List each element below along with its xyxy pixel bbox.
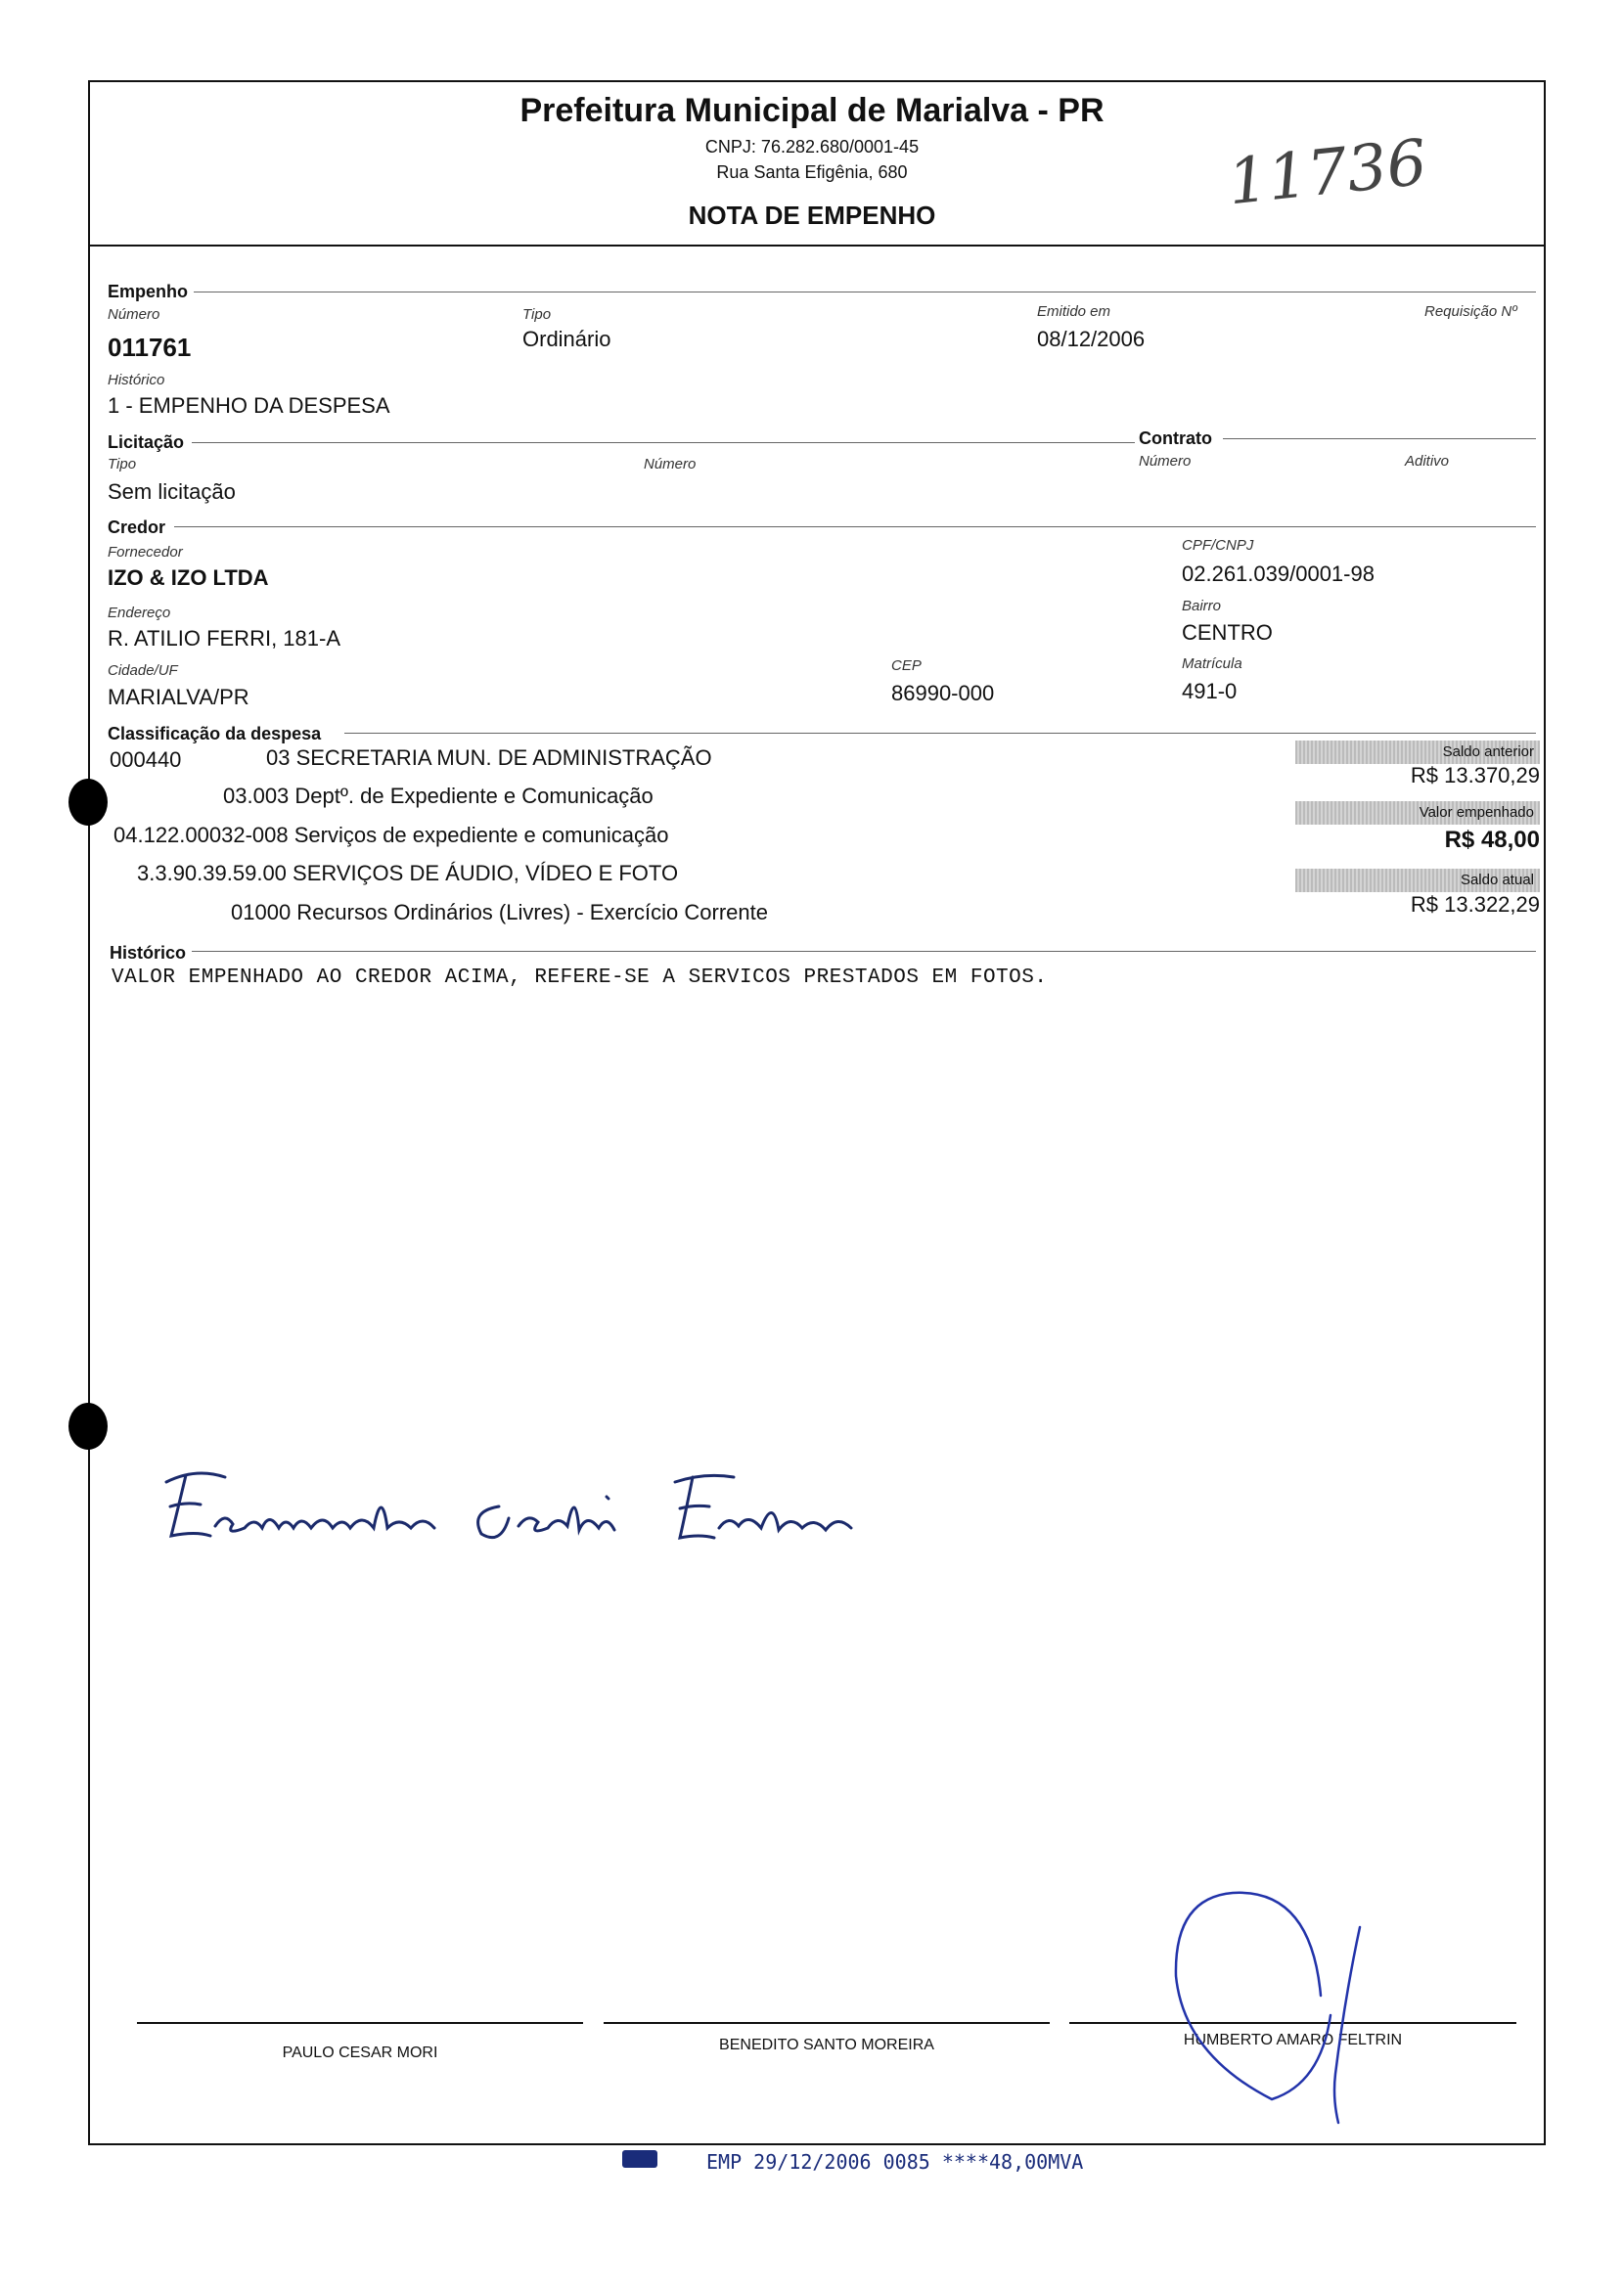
empenho-historico-label: Histórico <box>108 372 165 388</box>
empenho-numero: 011761 <box>108 333 192 362</box>
saldo-anterior-value: R$ 13.370,29 <box>1410 763 1540 787</box>
contrato-rule <box>1223 438 1536 439</box>
emitido-date: 08/12/2006 <box>1037 327 1146 351</box>
section-classificacao: Classificação da despesa <box>108 724 322 743</box>
classificacao-line: 03.003 Deptº. de Expediente e Comunicação <box>223 784 654 808</box>
cnpj-text: CNPJ: 76.282.680/0001-45 <box>704 137 920 157</box>
endereco-value: R. ATILIO FERRI, 181-A <box>108 626 340 651</box>
header-divider <box>90 245 1544 247</box>
section-historico: Histórico <box>110 943 187 963</box>
pen-signature-scribble <box>1164 1878 1399 2133</box>
empenho-historico: 1 - EMPENHO DA DESPESA <box>108 393 390 418</box>
contrato-aditivo-label: Aditivo <box>1405 453 1450 470</box>
requisicao-label: Requisição Nº <box>1424 303 1517 320</box>
classificacao-code: 000440 <box>110 747 182 772</box>
empenho-numero-label: Número <box>108 306 160 323</box>
endereco-label: Endereço <box>108 605 171 621</box>
saldo-atual-label: Saldo atual <box>1295 869 1540 892</box>
signatory-name: BENEDITO SANTO MOREIRA <box>719 2037 934 2053</box>
signatory-name: PAULO CESAR MORI <box>282 2045 438 2061</box>
empenho-tipo-label: Tipo <box>522 306 552 323</box>
matricula-label: Matrícula <box>1182 655 1242 672</box>
punch-hole <box>68 779 108 826</box>
cidade-label: Cidade/UF <box>108 662 178 679</box>
matricula-value: 491-0 <box>1182 679 1238 703</box>
document-title: NOTA DE EMPENHO <box>688 201 936 230</box>
handwritten-signature <box>157 1458 880 1565</box>
punch-hole <box>68 1403 108 1450</box>
fornecedor-name: IZO & IZO LTDA <box>108 565 269 590</box>
contrato-numero-label: Número <box>1139 453 1192 470</box>
licitacao-tipo-label: Tipo <box>108 456 137 472</box>
authentication-stamp: EMP 29/12/2006 0085 ****48,00MVA <box>706 2150 1084 2174</box>
classificacao-line: 03 SECRETARIA MUN. DE ADMINISTRAÇÃO <box>266 745 712 770</box>
licitacao-tipo: Sem licitação <box>108 479 236 504</box>
cidade-value: MARIALVA/PR <box>108 685 249 709</box>
fornecedor-label: Fornecedor <box>108 544 183 561</box>
address-text: Rua Santa Efigênia, 680 <box>716 162 908 182</box>
page-title: Prefeitura Municipal de Marialva - PR <box>519 92 1105 129</box>
classificacao-line: 04.122.00032-008 Serviços de expediente e comunicação <box>113 823 669 847</box>
section-empenho: Empenho <box>108 282 189 301</box>
document-frame <box>88 80 1546 2145</box>
cpf-label: CPF/CNPJ <box>1182 537 1254 554</box>
classificacao-line: 01000 Recursos Ordinários (Livres) - Exercício Corrente <box>231 900 768 924</box>
historico-text: VALOR EMPENHADO AO CREDOR ACIMA, REFERE-SE A SERVICOS PRESTADOS EM FOTOS. <box>112 966 1048 989</box>
section-licitacao: Licitação <box>108 432 185 452</box>
section-credor: Credor <box>108 517 166 537</box>
signature-line <box>137 2022 583 2024</box>
signature-line <box>604 2022 1050 2024</box>
cep-label: CEP <box>891 657 922 674</box>
valor-empenhado-label: Valor empenhado <box>1295 801 1540 825</box>
saldo-anterior-label: Saldo anterior <box>1295 741 1540 764</box>
bairro-value: CENTRO <box>1182 620 1273 645</box>
saldo-atual-value: R$ 13.322,29 <box>1410 892 1540 917</box>
cpf-value: 02.261.039/0001-98 <box>1182 562 1375 586</box>
licitacao-numero-label: Número <box>644 456 697 472</box>
emitido-label: Emitido em <box>1037 303 1111 320</box>
section-contrato: Contrato <box>1139 428 1212 448</box>
historico-rule <box>192 951 1536 952</box>
bairro-label: Bairro <box>1182 598 1222 614</box>
classificacao-rule <box>344 733 1536 734</box>
stamp-logo <box>622 2150 657 2168</box>
empenho-tipo: Ordinário <box>522 327 611 351</box>
valor-empenhado-value: R$ 48,00 <box>1444 827 1540 853</box>
licitacao-rule <box>192 442 1135 443</box>
cep-value: 86990-000 <box>891 681 995 705</box>
handwritten-number: 11736 <box>1224 126 1430 220</box>
signatory-name: HUMBERTO AMARO FELTRIN <box>1183 2032 1403 2048</box>
credor-rule <box>174 526 1536 527</box>
classificacao-line: 3.3.90.39.59.00 SERVIÇOS DE ÁUDIO, VÍDEO E FOTO <box>137 861 679 885</box>
